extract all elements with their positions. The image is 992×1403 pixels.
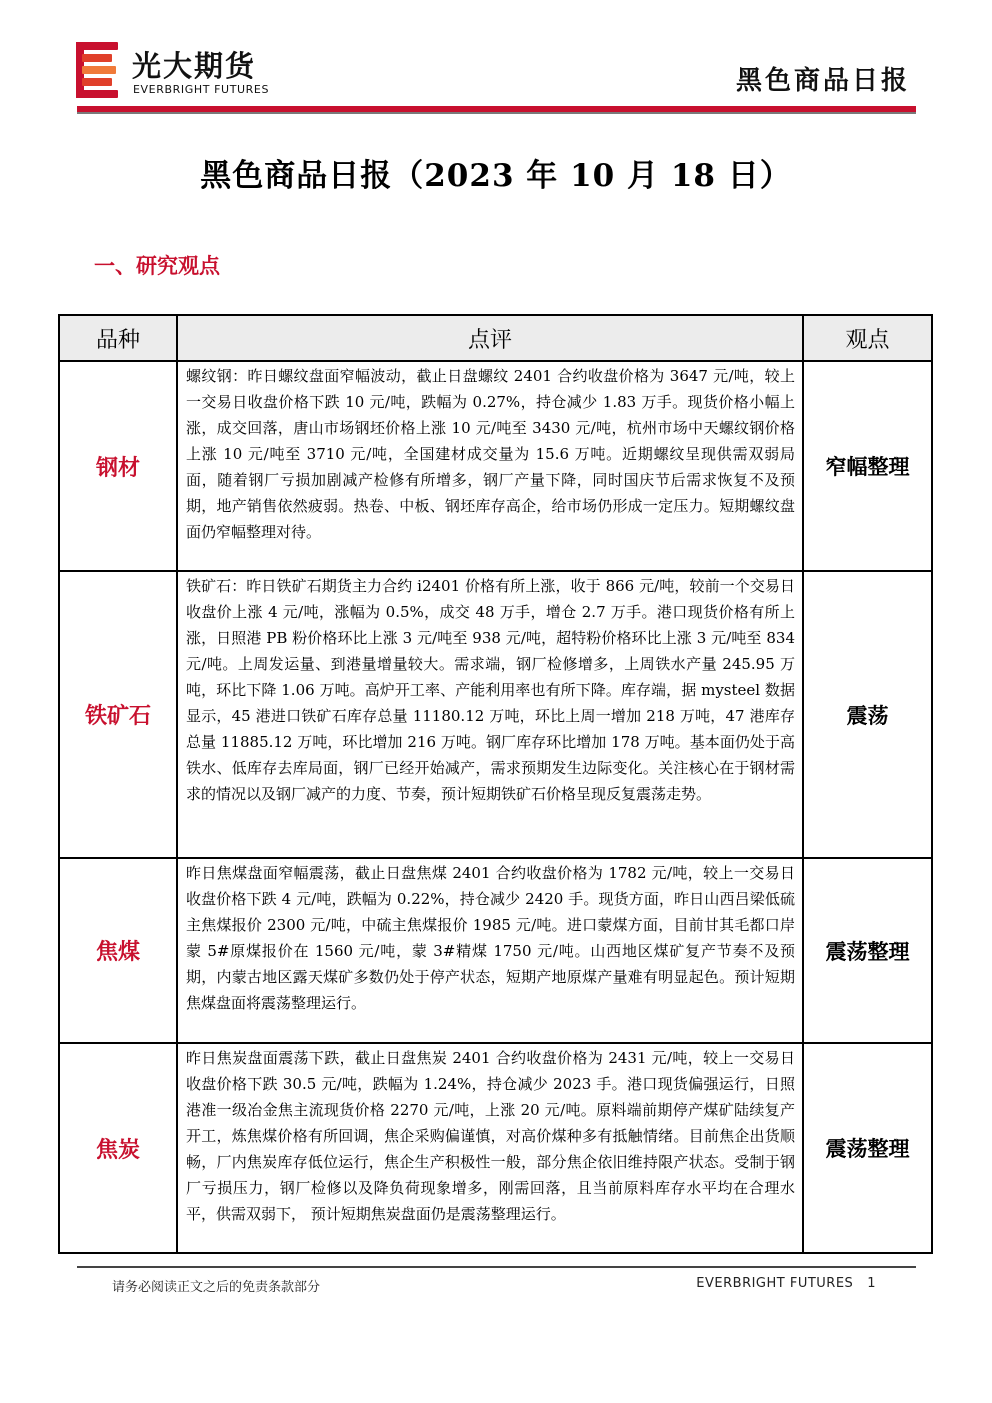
row-view: 震荡 — [803, 571, 932, 858]
table-row — [59, 571, 932, 858]
row-comment: 昨日焦炭盘面震荡下跌，截止日盘焦炭 2401 合约收盘价格为 2431 元/吨，较上一交易日收盘价格下跌 30.5 元/吨，跌幅为 1.24%，持仓减少 2023 手。港口现货偏强运行，日照港准一级冶金焦主流现货价格 2270 元/吨，上涨 20 元/吨。原料端前期停产煤矿陆续复产开工，炼焦煤价格有所回调，焦企采购偏谨慎，对高价煤种多有抵触情绪。目前焦企出货顺畅，厂内焦炭库存低位运行，焦企生产积极性一般，部分焦企依旧维持限产状态。受制于钢厂亏损压力，钢厂检修以及降负荷现象增多，刚需回落，且当前原料库存水平均在合理水平，供需双弱下， 预计短期焦炭盘面仍是震荡整理运行。 — [177, 1043, 803, 1253]
row-view: 震荡整理 — [803, 858, 932, 1043]
logo-chinese-name: 光大期货 — [132, 49, 257, 83]
header-divider — [77, 106, 916, 114]
row-view: 震荡整理 — [803, 1043, 932, 1253]
logo-mark-icon — [76, 42, 120, 98]
row-variety: 铁矿石 — [59, 571, 177, 858]
header-report-name: 黑色商品日报 — [735, 66, 910, 96]
table-row — [59, 361, 932, 571]
page-title: 黑色商品日报（2023 年 10 月 18 日） — [200, 158, 792, 194]
header-variety: 品种 — [59, 315, 177, 361]
row-variety: 钢材 — [59, 361, 177, 571]
row-view: 窄幅整理 — [803, 361, 932, 571]
footer-brand-page — [696, 1276, 876, 1291]
logo-english-name: EVERBRIGHT FUTURES — [133, 83, 270, 96]
footer-disclaimer: 请务必阅读正文之后的免责条款部分 — [112, 1280, 321, 1295]
header-view: 观点 — [803, 315, 932, 361]
footer-divider — [77, 1266, 916, 1268]
table-row — [59, 858, 932, 1043]
row-comment: 昨日焦煤盘面窄幅震荡，截止日盘焦煤 2401 合约收盘价格为 1782 元/吨，较上一交易日收盘价格下跌 4 元/吨，跌幅为 0.22%，持仓减少 2420 手。现货方面，昨日山西吕梁低硫主焦煤报价 2300 元/吨，中硫主焦煤报价 1985 元/吨。进口蒙煤方面，目前甘其毛都口岸蒙 5#原煤报价在 1560 元/吨，蒙 3#精煤 1750 元/吨。山西地区煤矿复产节奏不及预期，内蒙古地区露天煤矿多数仍处于停产状态，短期产地原煤产量难有明显起色。预计短期焦煤盘面将震荡整理运行。 — [177, 858, 803, 1043]
row-variety: 焦炭 — [59, 1043, 177, 1253]
row-comment: 螺纹钢：昨日螺纹盘面窄幅波动，截止日盘螺纹 2401 合约收盘价格为 3647 元/吨，较上一交易日收盘价格下跌 10 元/吨，跌幅为 0.27%，持仓减少 1.83 万手。现货价格小幅上涨，成交回落，唐山市场钢坯价格上涨 10 元/吨至 3430 元/吨，杭州市场中天螺纹钢价格上涨 10 元/吨至 3710 元/吨，全国建材成交量为 15.6 万吨。近期螺纹呈现供需双弱局面，随着钢厂亏损加剧减产检修有所增多，钢厂产量下降，同时国庆节后需求恢复不及预期，地产销售依然疲弱。热卷、中板、钢坯库存高企，给市场仍形成一定压力。短期螺纹盘面仍窄幅整理对待。 — [177, 361, 803, 571]
section-heading: 一、研究观点 — [94, 253, 220, 278]
research-view-table — [58, 314, 933, 1254]
row-comment: 铁矿石：昨日铁矿石期货主力合约 i2401 价格有所上涨，收于 866 元/吨，较前一个交易日收盘价上涨 4 元/吨，涨幅为 0.5%，成交 48 万手，增仓 2.7 万手。港口现货价格有所上涨，日照港 PB 粉价格环比上涨 3 元/吨至 938 元/吨，超特粉价格环比上涨 3 元/吨至 834 元/吨。上周发运量、到港量增量较大。需求端，钢厂检修增多，上周铁水产量 245.95 万吨，环比下降 1.06 万吨。高炉开工率、产能利用率也有所下降。库存端，据 mysteel 数据显示，45 港进口铁矿石库存总量 11180.12 万吨，环比上周一增加 218 万吨，47 港库存总量 11885.12 万吨，环比增加 216 万吨。钢厂库存环比增加 178 万吨。基本面仍处于高铁水、低库存去库局面，钢厂已经开始减产，需求预期发生边际变化。关注核心在于钢材需求的情况以及钢厂减产的力度、节奏，预计短期铁矿石价格呈现反复震荡走势。 — [177, 571, 803, 858]
header-comment: 点评 — [177, 315, 803, 361]
table-row — [59, 1043, 932, 1253]
company-logo — [76, 42, 291, 100]
row-variety: 焦煤 — [59, 858, 177, 1043]
footer-brand: EVERBRIGHT FUTURES — [696, 1276, 854, 1291]
page-number: 1 — [867, 1276, 876, 1291]
table-header-row — [59, 315, 932, 361]
